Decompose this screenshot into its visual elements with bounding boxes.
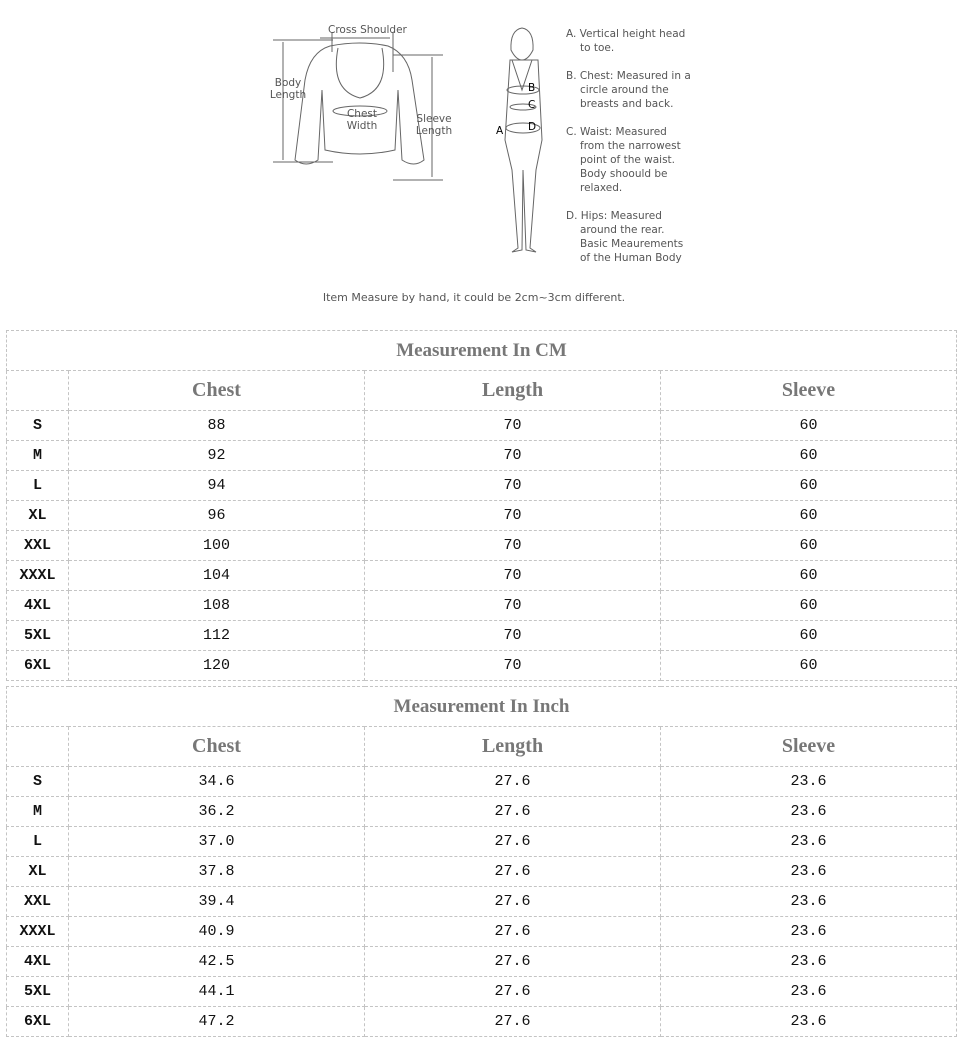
- table-row: [7, 947, 957, 977]
- value-cell: 70: [365, 591, 661, 621]
- sleeve-length-label: Sleeve Length: [415, 113, 453, 137]
- value-cell: 27.6: [365, 887, 661, 917]
- value-cell: 23.6: [661, 887, 957, 917]
- column-header: Chest: [69, 371, 365, 411]
- value-cell: 70: [365, 411, 661, 441]
- body-length-label: Body Length: [269, 77, 307, 101]
- note-line: point of the waist.: [580, 154, 676, 166]
- note-line: C. Waist: Measured: [566, 126, 667, 138]
- note-item: [566, 125, 681, 195]
- value-cell: 23.6: [661, 977, 957, 1007]
- value-cell: 60: [661, 411, 957, 441]
- table-row: [7, 501, 957, 531]
- table-row: [7, 651, 957, 681]
- value-cell: 27.6: [365, 797, 661, 827]
- value-cell: 70: [365, 651, 661, 681]
- value-cell: 108: [69, 591, 365, 621]
- value-cell: 60: [661, 531, 957, 561]
- table-row: [7, 887, 957, 917]
- value-cell: 37.8: [69, 857, 365, 887]
- value-cell: 60: [661, 621, 957, 651]
- table-row: [7, 591, 957, 621]
- measure-caption: Item Measure by hand, it could be 2cm~3cm different.: [322, 291, 626, 304]
- value-cell: 94: [69, 471, 365, 501]
- table-row: [7, 977, 957, 1007]
- value-cell: 34.6: [69, 767, 365, 797]
- note-item: [566, 69, 691, 111]
- note-item: [566, 209, 683, 265]
- value-cell: 60: [661, 561, 957, 591]
- size-cell: M: [7, 441, 69, 471]
- size-cell: XXL: [7, 531, 69, 561]
- column-header: Length: [365, 727, 661, 767]
- value-cell: 47.2: [69, 1007, 365, 1037]
- value-cell: 23.6: [661, 947, 957, 977]
- table-row: [7, 621, 957, 651]
- value-cell: 23.6: [661, 857, 957, 887]
- note-line: breasts and back.: [580, 98, 674, 110]
- value-cell: 39.4: [69, 887, 365, 917]
- table-row: [7, 767, 957, 797]
- note-line: relaxed.: [580, 182, 623, 194]
- value-cell: 120: [69, 651, 365, 681]
- table-row: [7, 441, 957, 471]
- table-row: [7, 411, 957, 441]
- table-row: [7, 797, 957, 827]
- inch-size-table: [6, 686, 957, 1037]
- note-line: B. Chest: Measured in a: [566, 70, 691, 82]
- size-cell: 4XL: [7, 947, 69, 977]
- size-cell: S: [7, 411, 69, 441]
- note-item: [566, 27, 685, 55]
- value-cell: 27.6: [365, 767, 661, 797]
- value-cell: 70: [365, 531, 661, 561]
- table-row: [7, 561, 957, 591]
- table-title: Measurement In CM: [7, 331, 957, 371]
- table-row: [7, 827, 957, 857]
- table-row: [7, 1007, 957, 1037]
- value-cell: 70: [365, 501, 661, 531]
- note-line: A. Vertical height head: [566, 28, 686, 40]
- value-cell: 60: [661, 501, 957, 531]
- label-b: B: [528, 82, 536, 94]
- value-cell: 70: [365, 471, 661, 501]
- size-cell: XL: [7, 857, 69, 887]
- table-row: [7, 917, 957, 947]
- value-cell: 27.6: [365, 947, 661, 977]
- value-cell: 88: [69, 411, 365, 441]
- column-header: Sleeve: [661, 371, 957, 411]
- value-cell: 60: [661, 441, 957, 471]
- size-cell: XL: [7, 501, 69, 531]
- note-line: from the narrowest: [580, 140, 681, 152]
- value-cell: 27.6: [365, 977, 661, 1007]
- size-cell: 4XL: [7, 591, 69, 621]
- value-cell: 100: [69, 531, 365, 561]
- value-cell: 44.1: [69, 977, 365, 1007]
- size-cell: 6XL: [7, 1007, 69, 1037]
- size-cell: XXXL: [7, 917, 69, 947]
- value-cell: 92: [69, 441, 365, 471]
- note-line: circle around the: [580, 84, 669, 96]
- value-cell: 112: [69, 621, 365, 651]
- size-cell: XXL: [7, 887, 69, 917]
- chest-width-label: Chest Width: [346, 108, 378, 132]
- label-d: D: [528, 121, 537, 133]
- note-line: around the rear.: [580, 224, 665, 236]
- value-cell: 37.0: [69, 827, 365, 857]
- value-cell: 23.6: [661, 767, 957, 797]
- column-header: Chest: [69, 727, 365, 767]
- label-a: A: [496, 125, 504, 137]
- value-cell: 36.2: [69, 797, 365, 827]
- value-cell: 104: [69, 561, 365, 591]
- value-cell: 27.6: [365, 827, 661, 857]
- header-blank: [7, 371, 69, 411]
- cross-shoulder-label: Cross Shoulder: [328, 24, 407, 36]
- note-line: Basic Meaurements: [580, 238, 684, 250]
- note-line: D. Hips: Measured: [566, 210, 662, 222]
- value-cell: 23.6: [661, 1007, 957, 1037]
- label-c: C: [528, 99, 536, 111]
- table-row: [7, 857, 957, 887]
- table-title: Measurement In Inch: [7, 687, 957, 727]
- table-row: [7, 471, 957, 501]
- value-cell: 23.6: [661, 827, 957, 857]
- column-header: Sleeve: [661, 727, 957, 767]
- table-row: [7, 531, 957, 561]
- value-cell: 96: [69, 501, 365, 531]
- value-cell: 60: [661, 651, 957, 681]
- size-cell: L: [7, 471, 69, 501]
- value-cell: 27.6: [365, 917, 661, 947]
- note-line: Body shoould be: [580, 168, 668, 180]
- value-cell: 42.5: [69, 947, 365, 977]
- note-line: to toe.: [580, 42, 615, 54]
- value-cell: 70: [365, 561, 661, 591]
- value-cell: 27.6: [365, 1007, 661, 1037]
- value-cell: 60: [661, 591, 957, 621]
- value-cell: 23.6: [661, 917, 957, 947]
- value-cell: 23.6: [661, 797, 957, 827]
- value-cell: 27.6: [365, 857, 661, 887]
- size-cell: L: [7, 827, 69, 857]
- note-line: of the Human Body: [580, 252, 682, 264]
- value-cell: 70: [365, 441, 661, 471]
- size-cell: 6XL: [7, 651, 69, 681]
- size-cell: 5XL: [7, 977, 69, 1007]
- size-cell: M: [7, 797, 69, 827]
- header-blank: [7, 727, 69, 767]
- value-cell: 40.9: [69, 917, 365, 947]
- cm-size-table: [6, 330, 957, 681]
- size-cell: 5XL: [7, 621, 69, 651]
- value-cell: 60: [661, 471, 957, 501]
- size-cell: XXXL: [7, 561, 69, 591]
- size-cell: S: [7, 767, 69, 797]
- value-cell: 70: [365, 621, 661, 651]
- column-header: Length: [365, 371, 661, 411]
